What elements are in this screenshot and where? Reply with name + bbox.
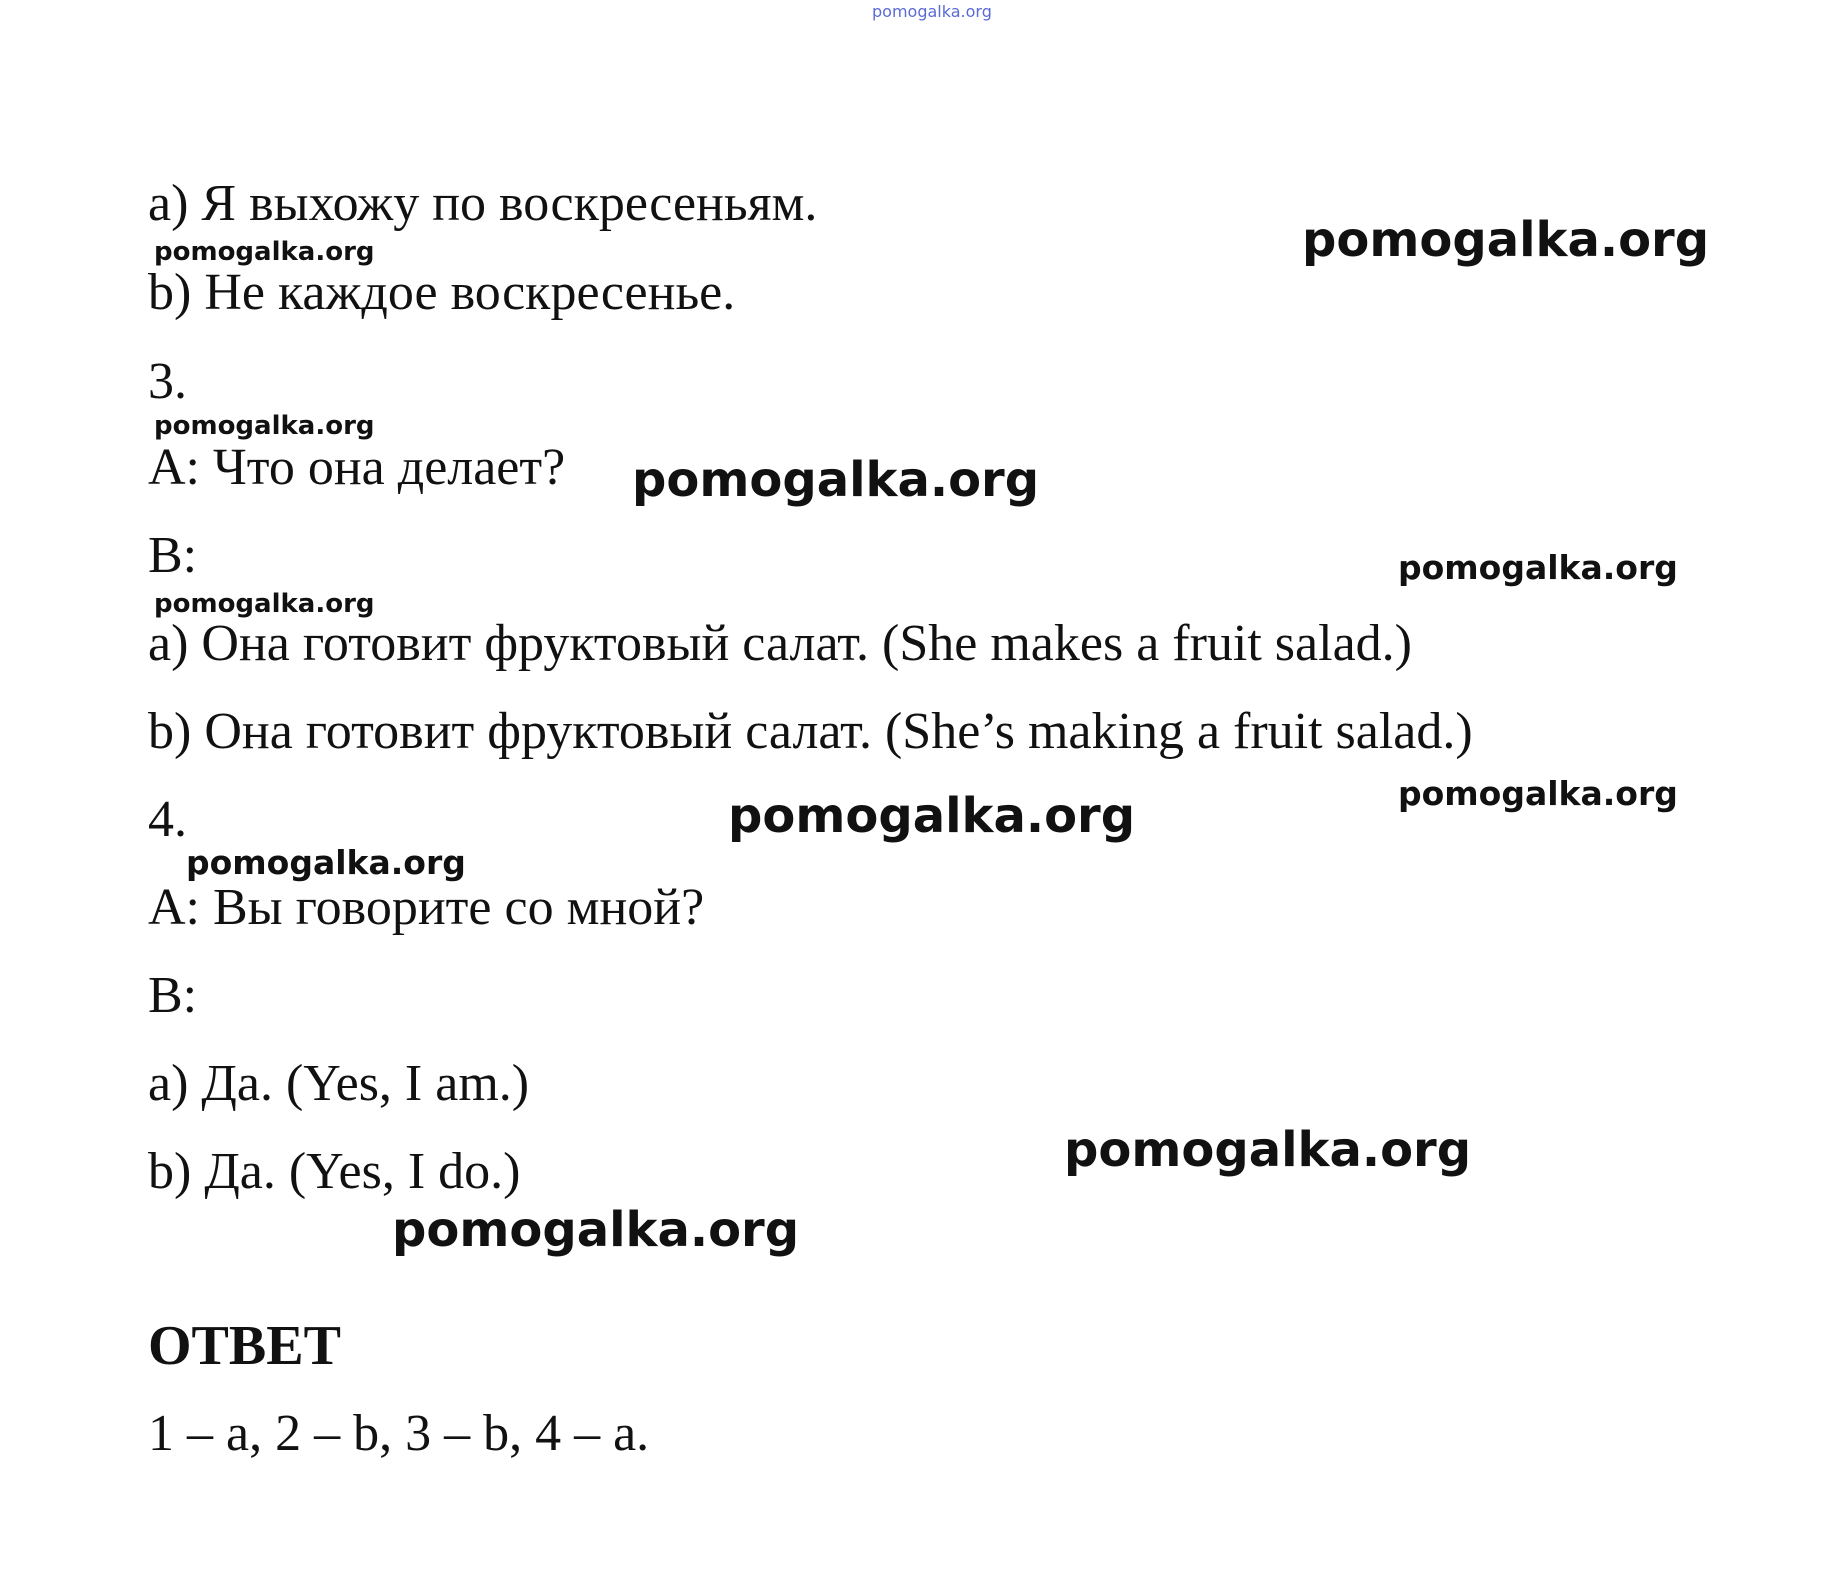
answer-text: 1 – a, 2 – b, 3 – b, 4 – a. [148,1405,650,1462]
question-4-option-a: a) Да. (Yes, I am.) [148,1055,530,1112]
watermark: pomogalka.org [632,452,1040,508]
question-4-number: 4. [148,791,187,848]
question-3-line-a: A: Что она делает? [148,439,566,496]
line-answer-1a: a) Я выхожу по воскресеньям. [148,175,818,232]
watermark: pomogalka.org [1398,548,1678,587]
header-watermark: pomogalka.org [872,2,992,21]
line-answer-1b: b) Не каждое воскресенье. [148,264,736,321]
watermark: pomogalka.org [1064,1122,1472,1178]
watermark: pomogalka.org [728,788,1136,844]
question-3-option-b: b) Она готовит фруктовый салат. (She’s making a fruit salad.) [148,703,1473,760]
watermark: pomogalka.org [154,411,375,441]
watermark: pomogalka.org [1398,774,1678,813]
question-4-option-b: b) Да. (Yes, I do.) [148,1143,521,1200]
question-3-option-a: a) Она готовит фруктовый салат. (She makes a fruit salad.) [148,615,1412,672]
watermark: pomogalka.org [154,237,375,267]
question-3-number: 3. [148,353,187,410]
watermark: pomogalka.org [1302,212,1710,268]
question-4-line-a: A: Вы говорите со мной? [148,879,705,936]
watermark: pomogalka.org [154,589,375,619]
watermark: pomogalka.org [392,1202,800,1258]
question-3-line-b: B: [148,527,198,584]
question-4-line-b: B: [148,967,198,1024]
answer-heading: ОТВЕТ [148,1315,341,1377]
watermark: pomogalka.org [186,843,466,882]
